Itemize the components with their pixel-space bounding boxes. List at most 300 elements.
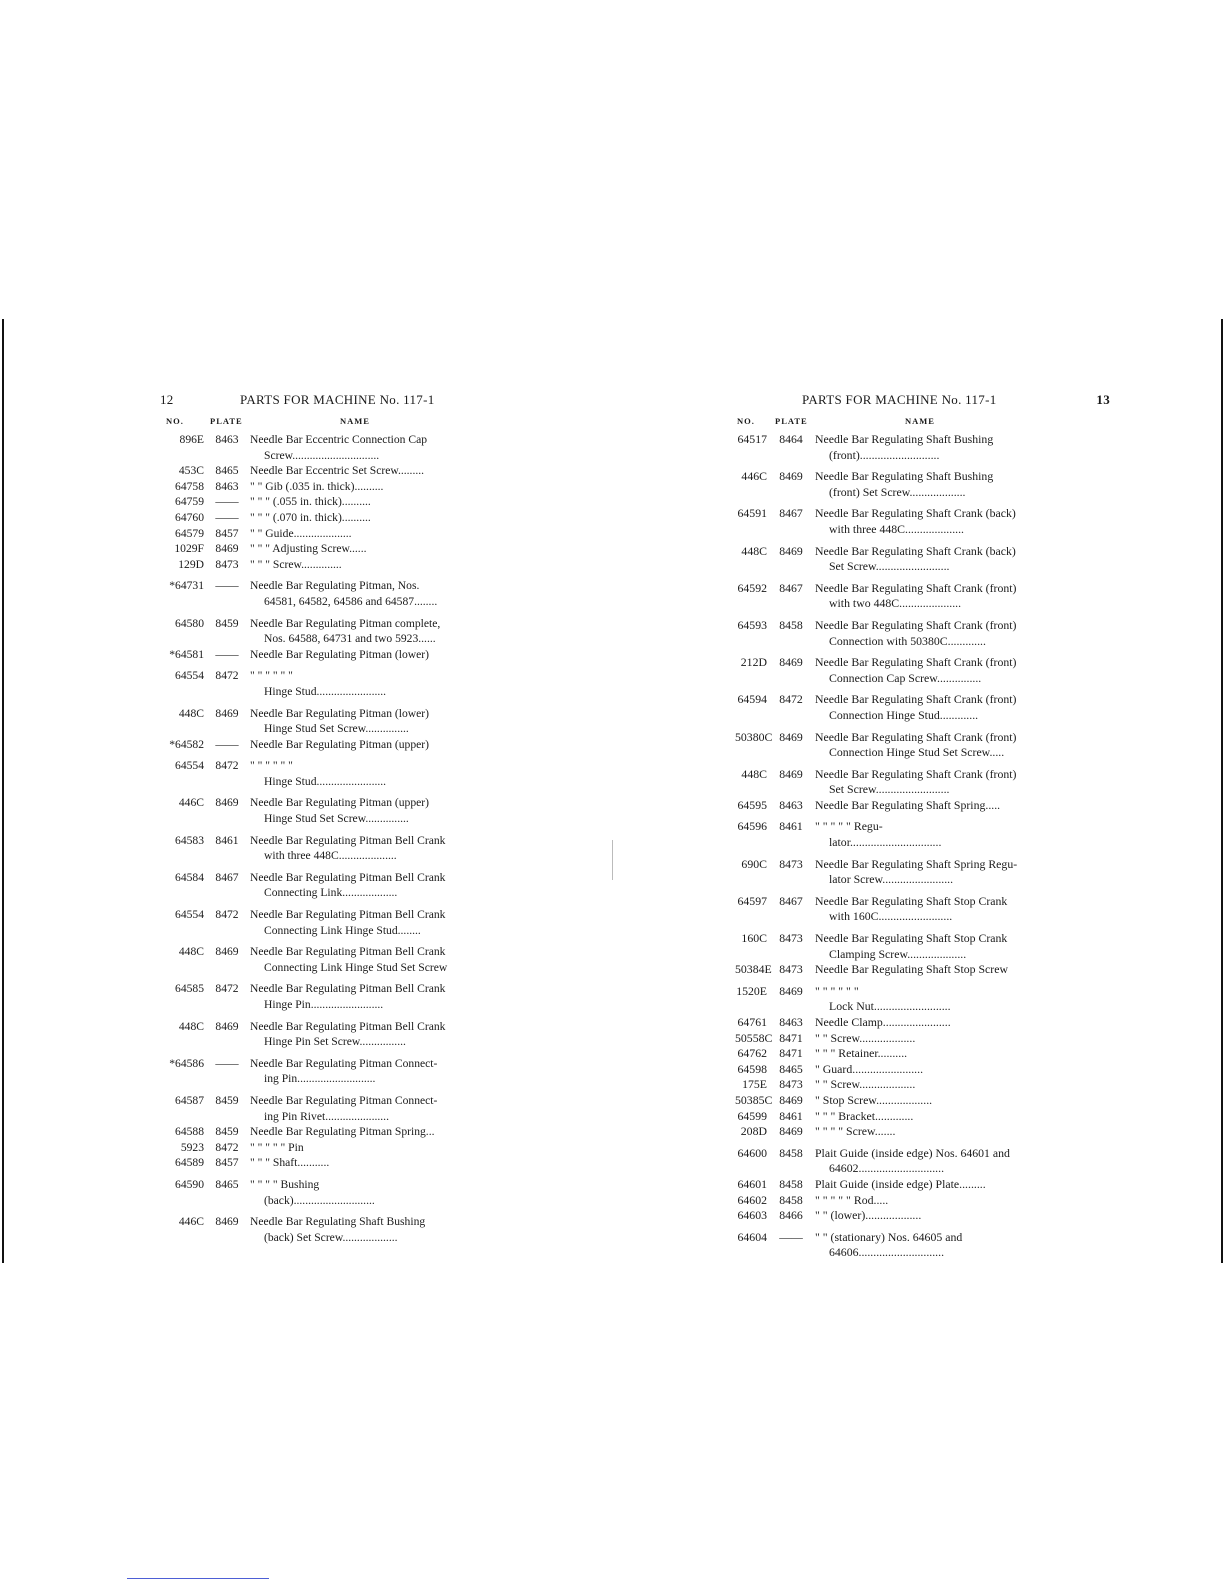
part-name-line: Needle Bar Regulating Pitman Bell Crank <box>250 833 446 847</box>
part-entry <box>735 1177 1110 1193</box>
part-name-line: Needle Bar Regulating Shaft Spring Regu- <box>815 856 1018 871</box>
part-number: 64600 <box>737 1145 767 1160</box>
part-entry <box>160 1019 500 1050</box>
part-entry <box>735 798 1110 814</box>
plate-number: 8469 <box>779 1124 803 1139</box>
part-name-line: " " " " " " <box>250 759 293 773</box>
part-entry <box>735 1124 1110 1140</box>
part-number: 64588 <box>175 1125 204 1139</box>
part-entry <box>735 1046 1110 1062</box>
part-name-line: Screw.............................. <box>264 448 380 462</box>
part-entry <box>160 944 500 975</box>
part-number: 50384E <box>735 962 772 977</box>
part-name-line: Needle Bar Regulating Pitman Bell Crank <box>250 1019 446 1033</box>
part-name <box>815 894 1110 925</box>
part-name-line: lator............................... <box>829 835 942 850</box>
part-entry <box>160 510 500 526</box>
part-name-line: Needle Bar Regulating Shaft Stop Crank <box>815 893 1008 908</box>
plate-number: 8464 <box>779 432 803 446</box>
running-head <box>160 392 500 412</box>
part-name <box>815 1109 1110 1125</box>
part-name-line: Needle Bar Regulating Pitman (lower) <box>250 647 430 661</box>
part-name-line: (front)........................... <box>829 447 940 462</box>
part-name-line: Needle Bar Regulating Shaft Crank (back) <box>815 543 1016 558</box>
part-name-line: Needle Bar Regulating Shaft Crank (front) <box>815 766 1017 781</box>
plate-number: 8469 <box>215 1215 239 1229</box>
part-entry <box>160 981 500 1012</box>
part-number: 64554 <box>175 759 204 773</box>
plate-number: 8469 <box>779 766 803 781</box>
plate-number: 8457 <box>215 526 239 540</box>
part-number: 64589 <box>175 1156 204 1170</box>
part-name-line: " " " Bracket............. <box>815 1108 914 1123</box>
part-name-line: " " " Screw.............. <box>250 557 342 571</box>
part-name-line: Needle Bar Regulating Shaft Crank (front) <box>815 617 1017 632</box>
page-number: 12 <box>160 392 174 407</box>
part-entry <box>735 1015 1110 1031</box>
part-name-line: " " " " " " <box>815 983 859 998</box>
part-name <box>250 668 500 699</box>
part-number: 175E <box>742 1077 767 1092</box>
plate-number: 8467 <box>215 870 239 884</box>
plate-number: 8465 <box>215 1177 239 1191</box>
part-name-line: Needle Bar Regulating Pitman (lower) <box>250 706 430 720</box>
part-name-line: Needle Bar Regulating Pitman, Nos. <box>250 579 420 593</box>
part-number: 64585 <box>175 982 204 996</box>
part-entry <box>735 1146 1110 1177</box>
part-name-line: " " (stationary) Nos. 64605 and <box>815 1229 963 1244</box>
part-number: 64597 <box>737 893 767 908</box>
part-name <box>815 1015 1110 1031</box>
part-name-line: with 160C......................... <box>829 909 953 924</box>
part-entry <box>160 432 500 463</box>
part-name <box>815 1193 1110 1209</box>
binding-edge-left <box>2 319 4 1263</box>
part-number: 50380C <box>735 729 773 744</box>
part-name-line: Connection Hinge Stud Set Screw..... <box>829 745 1005 760</box>
part-number: 446C <box>178 796 204 810</box>
part-entry <box>160 647 500 663</box>
plate-number: 8473 <box>779 856 803 871</box>
plate-number: —— <box>215 579 239 593</box>
plate-number: 8472 <box>215 908 239 922</box>
part-name <box>815 581 1110 612</box>
part-name-line: (back)............................ <box>264 1193 375 1207</box>
plate-number: 8469 <box>215 542 239 556</box>
part-entry <box>735 984 1110 1015</box>
part-entry <box>735 730 1110 761</box>
part-name-line: Plait Guide (inside edge) Nos. 64601 and <box>815 1145 1010 1160</box>
part-name <box>815 1062 1110 1078</box>
part-name <box>250 1056 500 1087</box>
part-number: 64584 <box>175 870 204 884</box>
part-entry <box>735 1193 1110 1209</box>
part-name-line: Connection Cap Screw............... <box>829 670 982 685</box>
part-name-line: ing Pin........................... <box>264 1072 376 1086</box>
part-name-line: " " " " " Rod..... <box>815 1192 889 1207</box>
column-header-plate: PLATE <box>775 416 808 426</box>
part-name <box>815 469 1110 500</box>
part-name-line: Connecting Link Hinge Stud........ <box>264 923 421 937</box>
part-number: *64582 <box>169 737 204 751</box>
part-number: 1520E <box>736 983 767 998</box>
part-number: 64592 <box>737 580 767 595</box>
plate-number: 8461 <box>215 833 239 847</box>
part-number: 64579 <box>175 526 204 540</box>
part-number: 212D <box>740 655 767 670</box>
part-name-line: " " " " " Regu- <box>815 819 883 834</box>
part-entry <box>160 578 500 609</box>
part-number: 446C <box>178 1215 204 1229</box>
plate-number: 8465 <box>779 1061 803 1076</box>
part-number: 453C <box>178 464 204 478</box>
part-name-line: " " " Retainer.......... <box>815 1046 908 1061</box>
part-name-line: lator Screw........................ <box>829 872 954 887</box>
part-name-line: Hinge Stud........................ <box>264 774 387 788</box>
part-number: 64554 <box>175 669 204 683</box>
part-name-line: " Stop Screw................... <box>815 1092 933 1107</box>
part-name-line: " " " (.070 in. thick).......... <box>250 510 371 524</box>
column-header-name: NAME <box>340 416 370 426</box>
plate-number: 8465 <box>215 464 239 478</box>
plate-number: 8472 <box>215 759 239 773</box>
part-number: 64759 <box>175 495 204 509</box>
plate-number: 8469 <box>779 1092 803 1107</box>
part-name-line: Set Screw......................... <box>829 782 950 797</box>
part-name-line: Needle Bar Regulating Pitman Connect- <box>250 1093 438 1107</box>
column-header-name: NAME <box>905 416 935 426</box>
part-name-line: " " (lower)................... <box>815 1208 922 1223</box>
part-number: 1029F <box>174 542 204 556</box>
part-name <box>250 833 500 864</box>
part-entry <box>160 1214 500 1245</box>
part-number: 64602 <box>737 1192 767 1207</box>
part-name-line: Needle Bar Regulating Shaft Bushing <box>815 469 994 484</box>
part-entry <box>735 432 1110 463</box>
part-name <box>250 795 500 826</box>
part-name <box>250 1093 500 1124</box>
part-name-line: with two 448C..................... <box>829 596 962 611</box>
part-name <box>815 1230 1110 1261</box>
part-name <box>250 737 500 753</box>
part-entry <box>160 795 500 826</box>
plate-number: 8469 <box>779 543 803 558</box>
part-entry <box>735 931 1110 962</box>
part-entry <box>160 870 500 901</box>
part-name-line: " " " (.055 in. thick).......... <box>250 495 371 509</box>
part-name-line: Needle Bar Regulating Shaft Crank (front) <box>815 580 1017 595</box>
part-name <box>250 432 500 463</box>
part-name-line: " Guard........................ <box>815 1061 924 1076</box>
plate-number: 8457 <box>215 1156 239 1170</box>
part-name-line: 64602............................. <box>829 1161 945 1176</box>
part-name-line: 64581, 64582, 64586 and 64587........ <box>264 594 438 608</box>
left-page <box>160 392 500 1245</box>
part-name-line: Needle Bar Regulating Pitman Bell Crank <box>250 945 446 959</box>
part-name-line: Needle Bar Eccentric Set Screw......... <box>250 464 425 478</box>
part-name-line: with three 448C.................... <box>829 521 964 536</box>
part-name-line: Needle Bar Regulating Shaft Stop Screw <box>815 962 1008 977</box>
part-name <box>815 655 1110 686</box>
plate-number: 8458 <box>779 617 803 632</box>
part-name <box>250 1124 500 1140</box>
part-name <box>815 1177 1110 1193</box>
part-entry <box>735 1230 1110 1261</box>
plate-number: 8463 <box>779 1015 803 1029</box>
part-number: 64580 <box>175 616 204 630</box>
part-number: 64603 <box>737 1208 767 1223</box>
part-name <box>815 1093 1110 1109</box>
parts-list <box>160 432 500 1245</box>
part-name-line: (front) Set Screw................... <box>829 484 966 499</box>
part-name-line: Needle Bar Regulating Pitman (upper) <box>250 737 430 751</box>
part-entry <box>735 581 1110 612</box>
part-entry <box>160 1155 500 1171</box>
part-name-line: Hinge Stud........................ <box>264 684 387 698</box>
part-entry <box>735 1208 1110 1224</box>
part-name <box>815 692 1110 723</box>
part-name-line: Needle Bar Regulating Shaft Crank (front) <box>815 655 1017 670</box>
part-name <box>250 1019 500 1050</box>
part-entry <box>735 1093 1110 1109</box>
part-name-line: Connecting Link................... <box>264 886 398 900</box>
part-entry <box>160 616 500 647</box>
part-name <box>815 962 1110 978</box>
part-name-line: " " " Shaft........... <box>250 1156 330 1170</box>
part-number: 64596 <box>737 819 767 834</box>
part-name <box>250 1214 500 1245</box>
plate-number: 8472 <box>215 669 239 683</box>
part-number: 64591 <box>737 506 767 521</box>
part-name-line: Plait Guide (inside edge) Plate......... <box>815 1176 986 1191</box>
part-name-line: Hinge Pin Set Screw................ <box>264 1035 406 1049</box>
part-number: 5923 <box>180 1140 204 1154</box>
part-number: 64594 <box>737 692 767 707</box>
part-entry <box>735 1077 1110 1093</box>
part-name <box>250 647 500 663</box>
running-title: PARTS FOR MACHINE No. 117-1 <box>240 392 435 407</box>
part-name <box>815 432 1110 463</box>
part-name-line: Needle Bar Regulating Shaft Spring..... <box>815 797 1001 812</box>
part-number: *64731 <box>169 579 204 593</box>
plate-number: 8473 <box>215 557 239 571</box>
plate-number: 8461 <box>779 1108 803 1123</box>
plate-number: 8458 <box>779 1176 803 1191</box>
column-headers <box>160 416 500 432</box>
part-name-line: Connection Hinge Stud............. <box>829 707 979 722</box>
part-number: 448C <box>741 543 767 558</box>
parts-list <box>735 432 1110 1261</box>
part-number: 64554 <box>175 908 204 922</box>
part-name <box>815 618 1110 649</box>
part-number: 64598 <box>737 1061 767 1076</box>
part-number: 50558C <box>735 1030 773 1045</box>
part-name <box>815 544 1110 575</box>
part-number: 64590 <box>175 1177 204 1191</box>
part-name-line: " " Guide.................... <box>250 526 352 540</box>
part-name-line: Needle Bar Regulating Shaft Stop Crank <box>815 931 1008 946</box>
part-name-line: Set Screw......................... <box>829 559 950 574</box>
part-number: 208D <box>740 1124 767 1139</box>
part-entry <box>735 767 1110 798</box>
part-number: 64761 <box>737 1015 767 1029</box>
part-number: 64762 <box>737 1046 767 1061</box>
part-entry <box>735 857 1110 888</box>
part-name <box>250 526 500 542</box>
part-entry <box>735 1109 1110 1125</box>
part-name <box>815 931 1110 962</box>
part-number: 64601 <box>737 1176 767 1191</box>
part-number: *64581 <box>169 647 204 661</box>
part-number: 896E <box>179 433 204 446</box>
part-number: 448C <box>178 945 204 959</box>
plate-number: 8466 <box>779 1208 803 1223</box>
part-entry <box>735 469 1110 500</box>
part-name-line: Connecting Link Hinge Stud Set Screw <box>264 960 448 974</box>
plate-number: 8469 <box>215 1019 239 1033</box>
part-name-line: Nos. 64588, 64731 and two 5923...... <box>264 632 436 646</box>
plate-number: —— <box>215 647 239 661</box>
part-number: 690C <box>741 856 767 871</box>
part-entry <box>735 894 1110 925</box>
part-name-line: " " Gib (.035 in. thick).......... <box>250 479 384 493</box>
part-entry <box>160 526 500 542</box>
part-name <box>250 463 500 479</box>
plate-number: 8458 <box>779 1192 803 1207</box>
plate-number: —— <box>215 1056 239 1070</box>
part-name-line: Needle Bar Regulating Pitman Bell Crank <box>250 982 446 996</box>
part-name-line: Needle Bar Regulating Shaft Crank (front) <box>815 692 1017 707</box>
part-name-line: " " Screw................... <box>815 1077 916 1092</box>
part-name <box>815 1077 1110 1093</box>
part-name <box>250 616 500 647</box>
part-name-line: ing Pin Rivet...................... <box>264 1109 389 1123</box>
part-entry <box>735 819 1110 850</box>
part-name <box>250 1155 500 1171</box>
hyperlink-underline[interactable] <box>127 1578 269 1579</box>
plate-number: 8458 <box>779 1145 803 1160</box>
part-entry <box>160 1177 500 1208</box>
part-name <box>250 1177 500 1208</box>
plate-number: 8463 <box>215 433 239 446</box>
part-entry <box>160 1124 500 1140</box>
plate-number: 8469 <box>215 945 239 959</box>
plate-number: 8472 <box>215 1140 239 1154</box>
part-entry <box>160 833 500 864</box>
part-number: 64583 <box>175 833 204 847</box>
part-name-line: Lock Nut.......................... <box>829 999 951 1014</box>
part-name-line: Hinge Stud Set Screw............... <box>264 812 409 826</box>
part-number: 446C <box>741 469 767 484</box>
part-entry <box>160 1093 500 1124</box>
plate-number: 8469 <box>215 706 239 720</box>
part-name-line: Needle Bar Regulating Shaft Bushing <box>815 432 994 446</box>
part-entry <box>735 544 1110 575</box>
column-header-no: NO. <box>737 416 755 426</box>
part-name <box>815 1046 1110 1062</box>
part-name-line: Needle Bar Eccentric Connection Cap <box>250 433 428 446</box>
part-number: 64595 <box>737 797 767 812</box>
plate-number: 8472 <box>215 982 239 996</box>
part-name-line: Hinge Pin......................... <box>264 998 384 1011</box>
part-name-line: Needle Bar Regulating Pitman (upper) <box>250 796 430 810</box>
part-name <box>250 907 500 938</box>
part-name <box>250 578 500 609</box>
part-name-line: " " " " Screw....... <box>815 1124 896 1139</box>
part-name-line: (back) Set Screw................... <box>264 1230 398 1244</box>
part-name-line: Hinge Stud Set Screw............... <box>264 722 409 736</box>
plate-number: 8472 <box>779 692 803 707</box>
part-number: 64760 <box>175 510 204 524</box>
part-entry <box>160 557 500 573</box>
plate-number: 8473 <box>779 931 803 946</box>
part-entry <box>160 907 500 938</box>
part-name-line: " " " " " Pin <box>250 1140 304 1154</box>
part-name <box>250 494 500 510</box>
part-entry <box>735 506 1110 537</box>
page-number: 13 <box>1096 392 1110 407</box>
part-name <box>815 798 1110 814</box>
part-number: 64599 <box>737 1108 767 1123</box>
part-entry <box>735 1031 1110 1047</box>
part-name <box>815 767 1110 798</box>
part-entry <box>160 706 500 737</box>
part-name <box>250 944 500 975</box>
part-number: 129D <box>178 557 204 571</box>
part-name <box>250 758 500 789</box>
plate-number: 8463 <box>215 479 239 493</box>
part-name-line: Needle Bar Regulating Pitman Spring... <box>250 1125 435 1139</box>
part-entry <box>160 758 500 789</box>
plate-number: 8459 <box>215 1125 239 1139</box>
part-name <box>815 857 1110 888</box>
part-entry <box>735 618 1110 649</box>
part-entry <box>160 494 500 510</box>
part-name-line: " " " " Bushing <box>250 1177 320 1191</box>
part-entry <box>735 962 1110 978</box>
plate-number: 8469 <box>779 983 803 998</box>
part-name <box>250 541 500 557</box>
part-number: 448C <box>741 766 767 781</box>
binding-edge-right <box>1221 319 1223 1263</box>
part-name-line: " " " Adjusting Screw...... <box>250 542 367 556</box>
part-entry <box>735 655 1110 686</box>
plate-number: 8467 <box>779 506 803 521</box>
part-name <box>250 1140 500 1156</box>
part-name <box>815 1124 1110 1140</box>
plate-number: 8461 <box>779 819 803 834</box>
part-name <box>250 557 500 573</box>
part-entry <box>160 463 500 479</box>
plate-number: 8467 <box>779 893 803 908</box>
plate-number: 8469 <box>779 655 803 670</box>
part-entry <box>160 1140 500 1156</box>
part-name-line: with three 448C.................... <box>264 849 397 863</box>
part-entry <box>160 479 500 495</box>
part-number: 448C <box>178 706 204 720</box>
plate-number: 8469 <box>779 729 803 744</box>
part-name <box>250 706 500 737</box>
plate-number: 8473 <box>779 1077 803 1092</box>
part-name <box>815 819 1110 850</box>
part-name-line: Connection with 50380C............. <box>829 633 986 648</box>
part-name <box>815 1208 1110 1224</box>
part-name <box>815 1146 1110 1177</box>
part-number: 64587 <box>175 1093 204 1107</box>
running-head <box>735 392 1110 412</box>
plate-number: 8469 <box>215 796 239 810</box>
part-name-line: Needle Bar Regulating Pitman Bell Crank <box>250 908 446 922</box>
